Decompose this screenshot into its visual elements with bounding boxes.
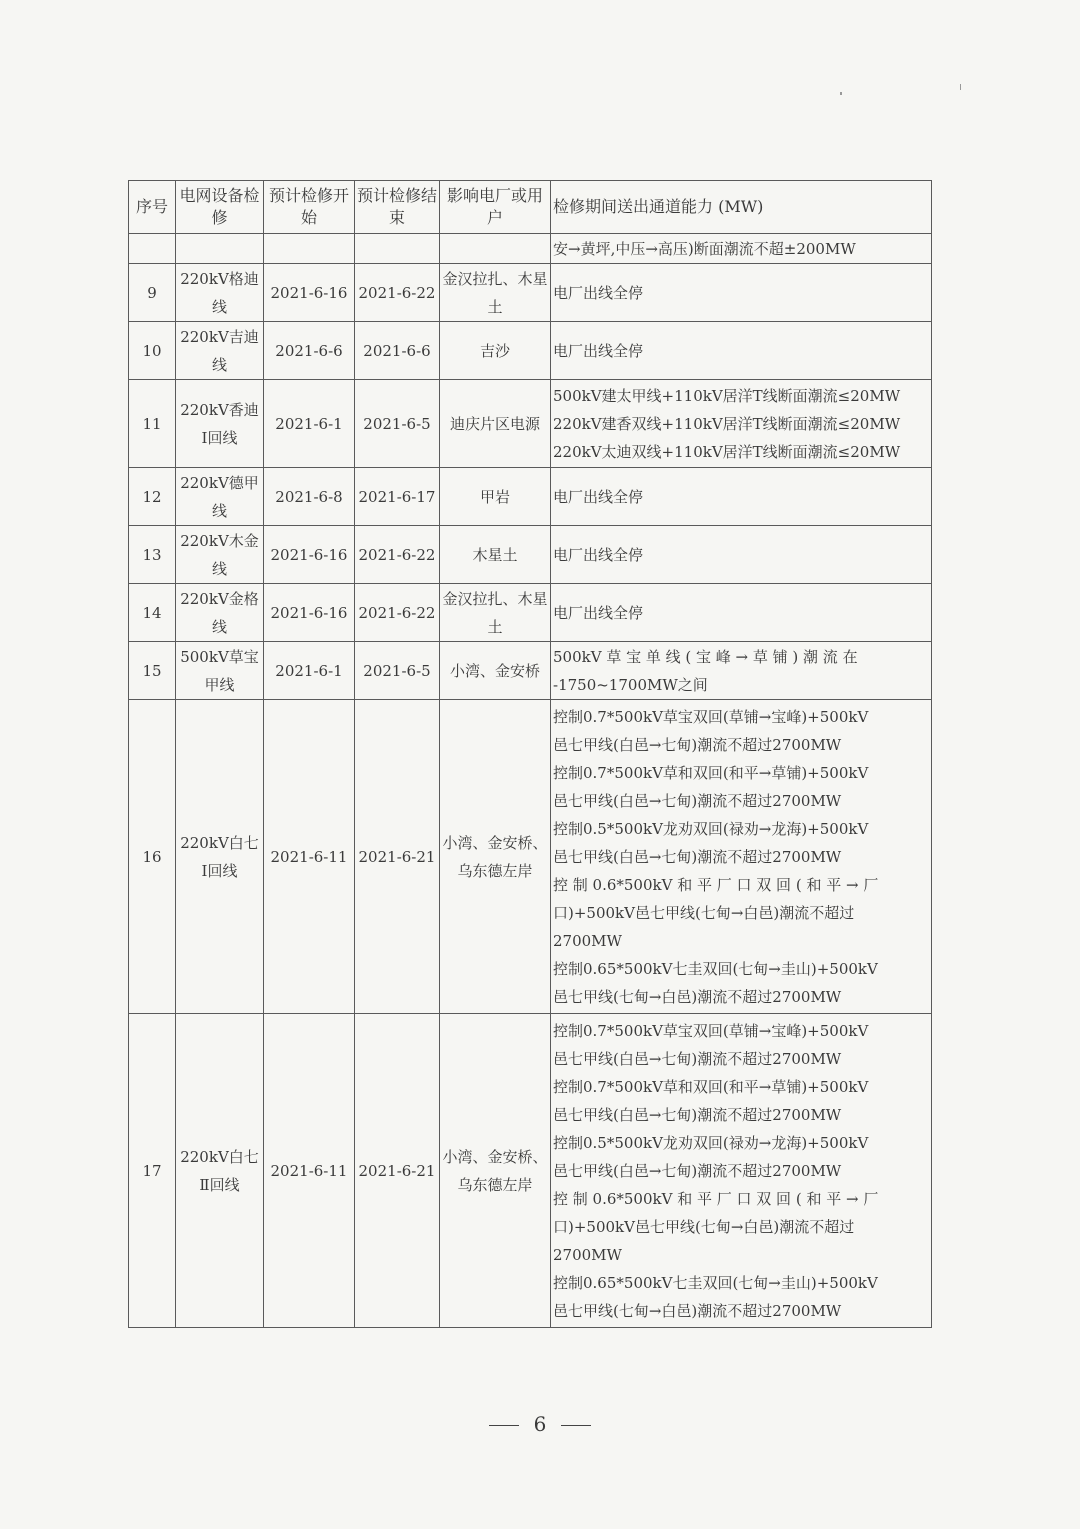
capacity-line: 控制0.7*500kV草和双回(和平→草铺)+500kV: [553, 763, 869, 782]
capacity-line: 电厂出线全停: [553, 603, 644, 622]
cell-start: 2021-6-1: [264, 380, 355, 468]
cell-equipment: 220kV吉迪线: [176, 322, 264, 380]
capacity-line: 控 制 0.6*500kV 和 平 厂 口 双 回 ( 和 平 → 厂: [553, 875, 879, 894]
header-start: 预计检修开始: [264, 181, 355, 234]
capacity-line: 控制0.7*500kV草宝双回(草铺→宝峰)+500kV: [553, 1021, 869, 1040]
table-row: [129, 642, 932, 700]
cell-no: 12: [129, 468, 176, 526]
cell-empty: [129, 234, 176, 264]
table-row: [129, 380, 932, 468]
cell-end: 2021-6-22: [355, 526, 440, 584]
table-row: [129, 1014, 932, 1328]
cell-no: 9: [129, 264, 176, 322]
capacity-line: 控 制 0.6*500kV 和 平 厂 口 双 回 ( 和 平 → 厂: [553, 1189, 879, 1208]
capacity-line: 电厂出线全停: [553, 487, 644, 506]
table-row: [129, 322, 932, 380]
capacity-line: 电厂出线全停: [553, 341, 644, 360]
cell-end: 2021-6-22: [355, 584, 440, 642]
cell-no: 14: [129, 584, 176, 642]
cell-capacity: [551, 642, 932, 700]
cell-empty: [176, 234, 264, 264]
capacity-line: 控制0.5*500kV龙劝双回(禄劝→龙海)+500kV: [553, 1133, 869, 1152]
table-row: [129, 264, 932, 322]
capacity-line: 控制0.5*500kV龙劝双回(禄劝→龙海)+500kV: [553, 819, 869, 838]
cell-end: 2021-6-5: [355, 380, 440, 468]
cell-no: 13: [129, 526, 176, 584]
cell-start: 2021-6-16: [264, 526, 355, 584]
capacity-line: 口)+500kV邑七甲线(七甸→白邑)潮流不超过: [553, 903, 855, 922]
cell-end: 2021-6-5: [355, 642, 440, 700]
cell-capacity: [551, 380, 932, 468]
cell-affected: 甲岩: [440, 468, 551, 526]
cell-equipment: 220kV香迪Ⅰ回线: [176, 380, 264, 468]
capacity-line: 220kV建香双线+110kV居洋T线断面潮流≤20MW: [553, 414, 901, 433]
cell-equipment: 220kV白七Ⅰ回线: [176, 700, 264, 1014]
cell-equipment: 220kV金格线: [176, 584, 264, 642]
capacity-line: 邑七甲线(白邑→七甸)潮流不超过2700MW: [553, 847, 842, 866]
capacity-line: 邑七甲线(白邑→七甸)潮流不超过2700MW: [553, 1049, 842, 1068]
scan-speck: [960, 84, 961, 90]
capacity-line: 控制0.7*500kV草和双回(和平→草铺)+500kV: [553, 1077, 869, 1096]
page-footer: [0, 1412, 1080, 1436]
cell-capacity: [551, 700, 932, 1014]
capacity-line: 邑七甲线(白邑→七甸)潮流不超过2700MW: [553, 735, 842, 754]
cell-no: 10: [129, 322, 176, 380]
cell-empty: [355, 234, 440, 264]
header-no: 序号: [129, 181, 176, 234]
cell-equipment: 220kV德甲线: [176, 468, 264, 526]
capacity-line: 邑七甲线(白邑→七甸)潮流不超过2700MW: [553, 1105, 842, 1124]
table-body: [129, 234, 932, 1328]
capacity-line: 2700MW: [553, 931, 622, 950]
cell-no: 11: [129, 380, 176, 468]
table-row: [129, 468, 932, 526]
cell-affected: 金汉拉扎、木星土: [440, 584, 551, 642]
cell-equipment: 220kV格迪线: [176, 264, 264, 322]
cell-equipment: 220kV白七Ⅱ回线: [176, 1014, 264, 1328]
cell-end: 2021-6-22: [355, 264, 440, 322]
cell-start: 2021-6-1: [264, 642, 355, 700]
table-row: [129, 526, 932, 584]
cell-capacity: [551, 584, 932, 642]
cell-no: 16: [129, 700, 176, 1014]
header-end: 预计检修结束: [355, 181, 440, 234]
capacity-line: 控制0.65*500kV七圭双回(七甸→圭山)+500kV: [553, 959, 878, 978]
capacity-line: 口)+500kV邑七甲线(七甸→白邑)潮流不超过: [553, 1217, 855, 1236]
header-affected: 影响电厂或用户: [440, 181, 551, 234]
capacity-line: 电厂出线全停: [553, 283, 644, 302]
cell-end: 2021-6-17: [355, 468, 440, 526]
table-row: [129, 584, 932, 642]
cell-equipment: 220kV木金线: [176, 526, 264, 584]
capacity-line: 邑七甲线(白邑→七甸)潮流不超过2700MW: [553, 791, 842, 810]
capacity-line: 邑七甲线(七甸→白邑)潮流不超过2700MW: [553, 987, 842, 1006]
footer-dash-right: [561, 1425, 591, 1427]
capacity-line: 2700MW: [553, 1245, 622, 1264]
capacity-line: -1750~1700MW之间: [553, 675, 708, 694]
footer-dash-left: [489, 1425, 519, 1427]
capacity-line: 邑七甲线(白邑→七甸)潮流不超过2700MW: [553, 1161, 842, 1180]
cell-affected: 小湾、金安桥: [440, 642, 551, 700]
cell-affected: 小湾、金安桥、乌东德左岸: [440, 700, 551, 1014]
cell-end: 2021-6-21: [355, 700, 440, 1014]
cell-end: 2021-6-6: [355, 322, 440, 380]
capacity-line: 控制0.7*500kV草宝双回(草铺→宝峰)+500kV: [553, 707, 869, 726]
cell-empty: [440, 234, 551, 264]
cell-affected: 小湾、金安桥、乌东德左岸: [440, 1014, 551, 1328]
scan-speck: [840, 92, 842, 95]
cell-start: 2021-6-16: [264, 584, 355, 642]
cell-affected: 吉沙: [440, 322, 551, 380]
cell-affected: 金汉拉扎、木星土: [440, 264, 551, 322]
cell-start: 2021-6-11: [264, 1014, 355, 1328]
table-row-continuation: [129, 234, 932, 264]
cell-start: 2021-6-8: [264, 468, 355, 526]
table-row: [129, 700, 932, 1014]
capacity-line: 邑七甲线(七甸→白邑)潮流不超过2700MW: [553, 1301, 842, 1320]
capacity-line: 控制0.65*500kV七圭双回(七甸→圭山)+500kV: [553, 1273, 878, 1292]
cell-start: 2021-6-11: [264, 700, 355, 1014]
cell-capacity: [551, 322, 932, 380]
capacity-line: 500kV建太甲线+110kV居洋T线断面潮流≤20MW: [553, 386, 901, 405]
cell-capacity: [551, 1014, 932, 1328]
cell-start: 2021-6-6: [264, 322, 355, 380]
cell-capacity: [551, 468, 932, 526]
header-equipment: 电网设备检修: [176, 181, 264, 234]
page-number: 6: [533, 1412, 547, 1436]
cell-capacity: [551, 234, 932, 264]
maintenance-table: [128, 180, 932, 1328]
capacity-line: 220kV太迪双线+110kV居洋T线断面潮流≤20MW: [553, 442, 901, 461]
cell-equipment: 500kV草宝甲线: [176, 642, 264, 700]
cell-affected: 迪庆片区电源: [440, 380, 551, 468]
capacity-line: 500kV 草 宝 单 线 ( 宝 峰 → 草 铺 ) 潮 流 在: [553, 647, 858, 666]
cell-capacity: [551, 526, 932, 584]
cell-end: 2021-6-21: [355, 1014, 440, 1328]
cell-no: 17: [129, 1014, 176, 1328]
header-capacity: 检修期间送出通道能力 (MW): [551, 181, 932, 234]
cell-empty: [264, 234, 355, 264]
capacity-line: 安→黄坪,中压→高压)断面潮流不超±200MW: [553, 239, 856, 258]
capacity-line: 电厂出线全停: [553, 545, 644, 564]
cell-start: 2021-6-16: [264, 264, 355, 322]
cell-capacity: [551, 264, 932, 322]
cell-no: 15: [129, 642, 176, 700]
table-header-row: [129, 181, 932, 234]
cell-affected: 木星土: [440, 526, 551, 584]
